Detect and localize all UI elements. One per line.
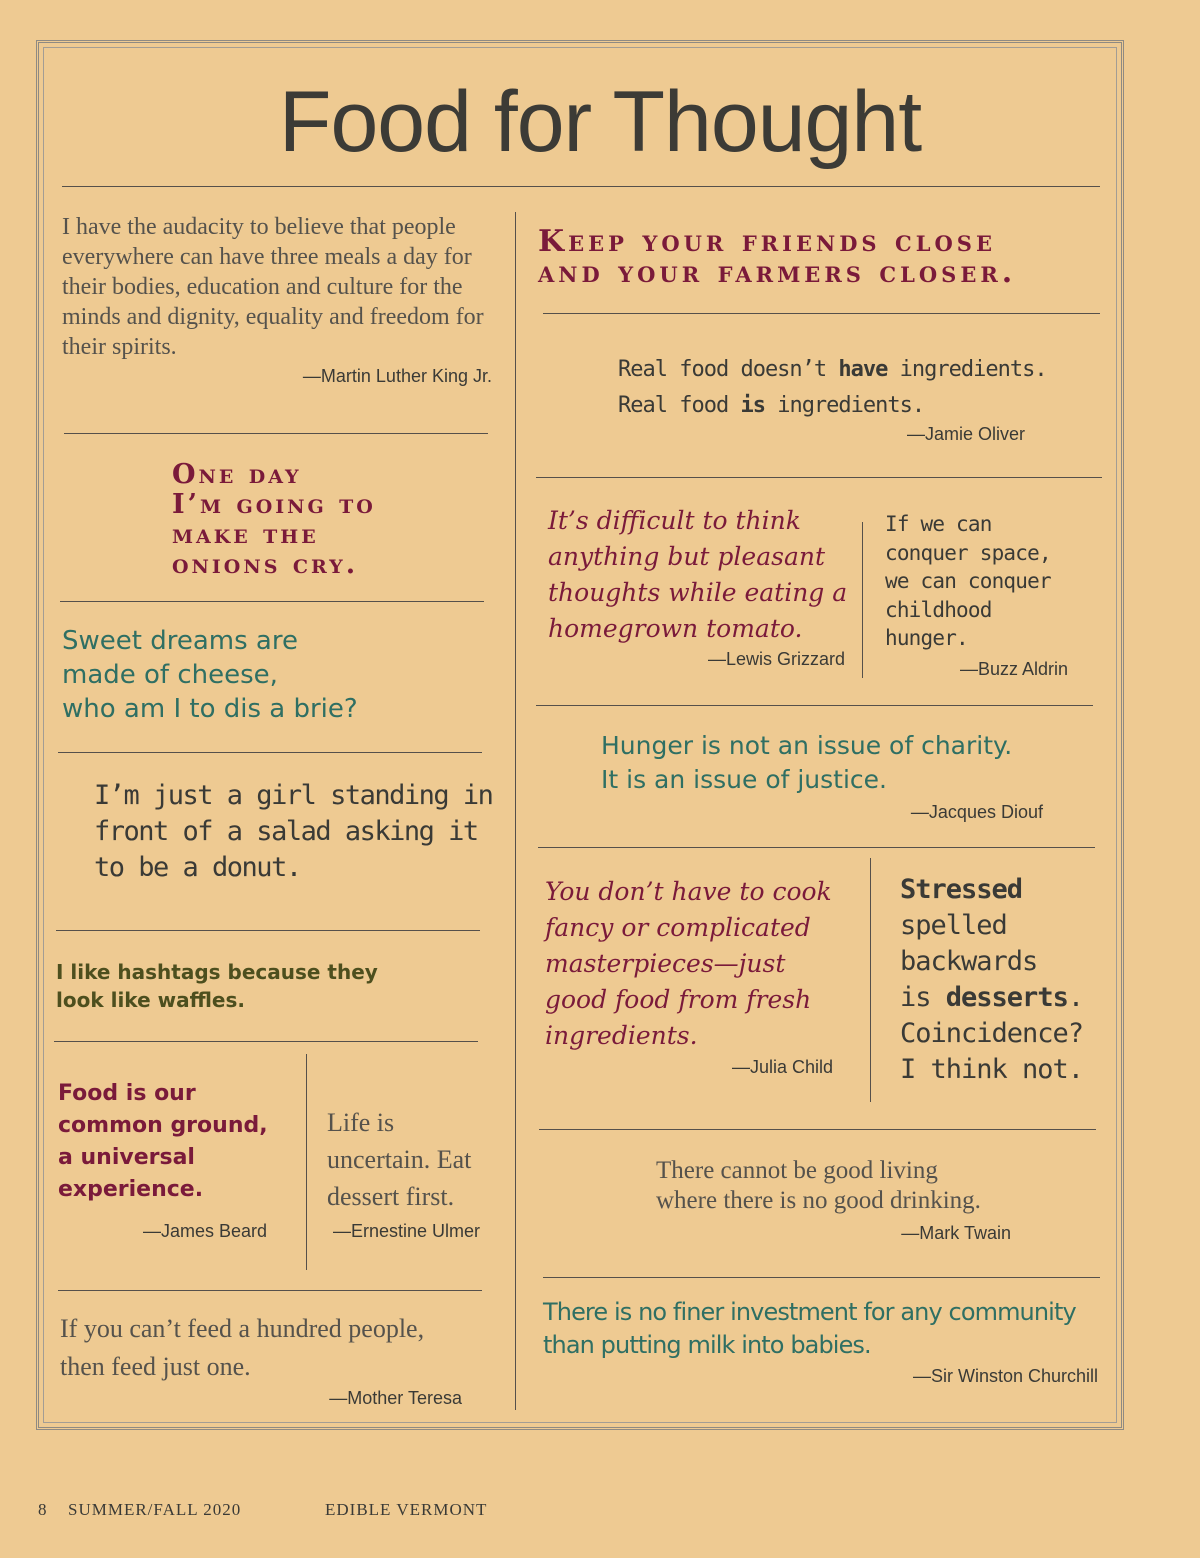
- quote-oliver: Real food doesn’t have ingredients. Real food is ingredients.: [618, 357, 1047, 418]
- quote-ulmer: Life is uncertain. Eat dessert first.: [327, 1108, 472, 1211]
- issue-label: SUMMER/FALL 2020: [68, 1500, 242, 1519]
- author-teresa: —Mother Teresa: [329, 1388, 462, 1408]
- magazine-name: EDIBLE VERMONT: [325, 1500, 488, 1519]
- page-number: 8: [38, 1500, 48, 1519]
- divider: [64, 433, 488, 434]
- author-aldrin: —Buzz Aldrin: [959, 659, 1068, 679]
- divider: [538, 847, 1095, 848]
- divider: [60, 601, 484, 602]
- quote-child: You don’t have to cook fancy or complicated masterpieces—just good food from fresh ingredients.: [545, 877, 832, 1050]
- divider: [306, 1054, 307, 1270]
- quote-mlk: I have the audacity to believe that people everywhere can have three meals a day for their bodies, education and culture for the minds and dignity, equality and freedom for their spirits.: [62, 214, 484, 360]
- author-diouf: —Jacques Diouf: [910, 802, 1043, 822]
- divider: [536, 705, 1093, 706]
- quote-beard: Food is our common ground, a universal experience.: [58, 1081, 268, 1202]
- author-twain: —Mark Twain: [901, 1223, 1011, 1243]
- quote-farmers: Keep your friends close and your farmers closer.: [538, 224, 1017, 290]
- column-divider: [515, 212, 516, 1410]
- divider: [543, 313, 1100, 314]
- title-divider: [62, 186, 1100, 187]
- quote-aldrin: If we can conquer space, we can conquer childhood hunger.: [885, 512, 1051, 651]
- author-oliver: —Jamie Oliver: [906, 424, 1025, 444]
- page-title: Food for Thought: [278, 74, 922, 170]
- quote-teresa: If you can’t feed a hundred people, then feed just one.: [60, 1314, 425, 1381]
- quote-salad: I’m just a girl standing in front of a salad asking it to be a donut.: [94, 780, 493, 883]
- author-mlk: —Martin Luther King Jr.: [302, 366, 492, 386]
- divider: [543, 1277, 1100, 1278]
- quote-hashtags: I like hashtags because they look like waffles.: [56, 960, 378, 1012]
- divider: [862, 522, 863, 678]
- divider: [539, 1129, 1096, 1130]
- divider: [58, 1290, 482, 1291]
- author-child: —Julia Child: [731, 1057, 833, 1077]
- quote-cheese: Sweet dreams are made of cheese, who am I to dis a brie?: [62, 626, 358, 724]
- quote-churchill: There is no finer investment for any community than putting milk into babies.: [543, 1298, 1076, 1359]
- quote-desserts: Stressed spelled backwards is desserts. Coincidence? I think not.: [900, 874, 1084, 1085]
- quote-twain: There cannot be good living where there is no good drinking.: [656, 1157, 981, 1214]
- author-grizzard: —Lewis Grizzard: [707, 649, 845, 669]
- divider: [870, 858, 871, 1102]
- author-ulmer: —Ernestine Ulmer: [332, 1221, 480, 1241]
- quote-grizzard: It’s difficult to think anything but pleasant thoughts while eating a homegrown tomato.: [548, 506, 848, 643]
- divider: [56, 930, 480, 931]
- author-beard: —James Beard: [142, 1221, 267, 1241]
- divider: [58, 752, 482, 753]
- quote-diouf: Hunger is not an issue of charity. It is an issue of justice.: [601, 731, 1013, 794]
- author-churchill: —Sir Winston Churchill: [912, 1366, 1098, 1386]
- quote-onions: One day I’m going to make the onions cry.: [172, 459, 376, 580]
- divider: [54, 1041, 478, 1042]
- divider: [536, 477, 1102, 478]
